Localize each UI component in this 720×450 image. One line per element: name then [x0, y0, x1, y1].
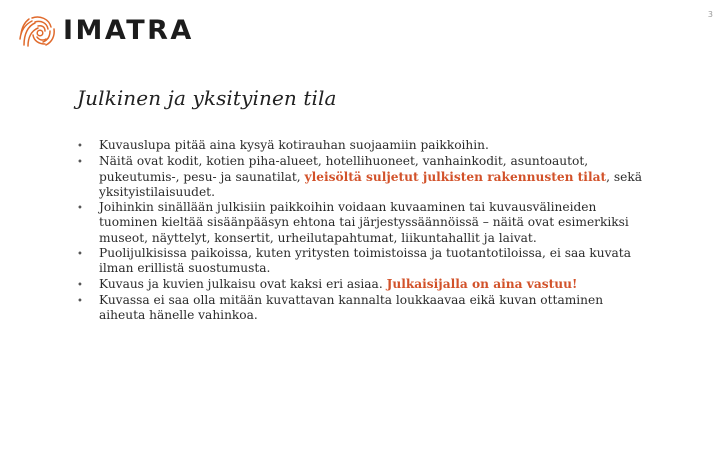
bullet-text [99, 154, 642, 200]
bullet-text-segment: Kuvaus ja kuvien julkaisu ovat kaksi eri asiaa. [99, 276, 387, 291]
bullet-marker: • [77, 203, 83, 215]
bullet-list [77, 138, 642, 324]
bullet-item [77, 200, 642, 246]
bullet-item [77, 138, 642, 154]
imatra-logo-mark-icon [18, 14, 58, 48]
bullet-text [99, 200, 642, 246]
bullet-marker: • [77, 295, 83, 307]
bullet-text-segment: Näitä ovat kodit, kotien piha-alueet, hotellihuoneet, vanhainkodit, asuntoautot, pukeutumis-, pesu- ja saunatilat, [99, 154, 589, 184]
highlighted-text: Julkaisijalla on aina vastuu! [386, 276, 578, 291]
bullet-item [77, 277, 642, 293]
bullet-item [77, 154, 642, 200]
bullet-item [77, 293, 642, 324]
bullet-text-segment: Joihinkin sinällään julkisiin paikkoihin voidaan kuvaaminen tai kuvausvälineiden tuominen kieltää sisäänpääsyn ehtona tai järjestyssäännöissä – näitä ovat esimerkiksi museot, näyttelyt, konsertit, urheilutapahtumat, liikuntahallit ja laivat. [99, 200, 629, 245]
bullet-marker: • [77, 157, 83, 169]
bullet-text-segment: , sekä yksityistilaisuudet. [99, 169, 642, 199]
imatra-logo [18, 14, 194, 48]
bullet-marker: • [77, 141, 83, 152]
page-number: 3 [707, 10, 713, 19]
bullet-text [99, 293, 642, 324]
bullet-marker: • [77, 249, 83, 261]
bullet-item [77, 246, 642, 277]
highlighted-text: yleisöltä suljetut julkisten rakennusten tilat [304, 169, 607, 184]
logo-wordmark: IMATRA [63, 15, 194, 46]
bullet-text-segment: Kuvauslupa pitää aina kysyä kotirauhan suojaamiin paikkoihin. [99, 138, 489, 152]
bullet-text [99, 246, 642, 277]
bullet-text-segment: Kuvassa ei saa olla mitään kuvattavan kannalta loukkaavaa eikä kuvan ottaminen aiheuta hänelle vahinkoa. [99, 292, 604, 323]
bullet-text-segment: Puolijulkisissa paikoissa, kuten yritysten toimistoissa ja tuotantotiloissa, ei saa kuvata ilman erillistä suostumusta. [99, 246, 631, 276]
slide-title: Julkinen ja yksityinen tila [77, 86, 337, 110]
bullet-marker: • [77, 279, 83, 291]
bullet-text [99, 277, 642, 293]
bullet-text [99, 138, 642, 154]
